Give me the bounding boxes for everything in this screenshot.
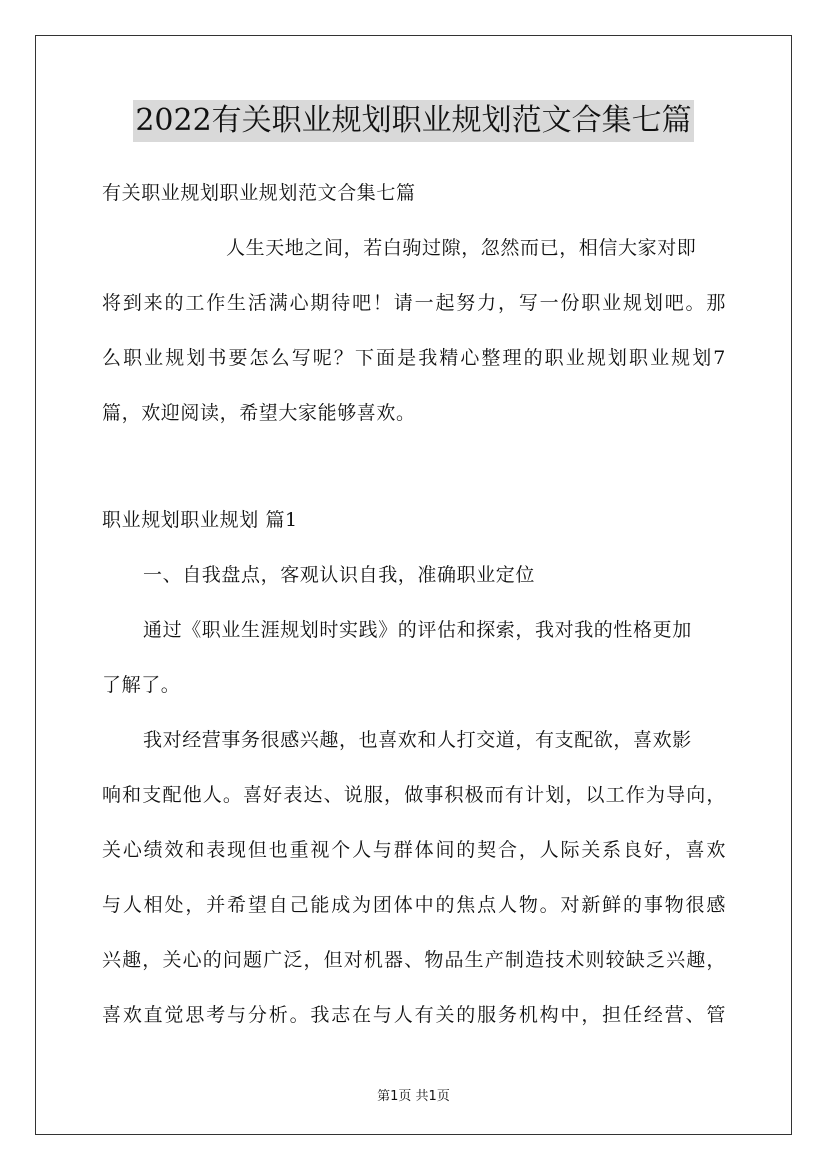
point-heading: 一、自我盘点，客观认识自我，准确职业定位 xyxy=(143,564,536,586)
intro-line-1: 人生天地之间，若白驹过隙，忽然而已，相信大家对即 xyxy=(226,237,697,259)
para1-line-1: 通过《职业生涯规划时实践》的评估和探索，我对我的性格更加 xyxy=(143,619,692,641)
section-heading: 职业规划职业规划 篇1 xyxy=(102,509,298,531)
para2-line-1: 我对经营事务很感兴趣，也喜欢和人打交道，有支配欲，喜欢影 xyxy=(143,729,692,751)
page-footer: 第1页 共1页 xyxy=(377,1089,450,1104)
intro-line-4: 篇，欢迎阅读，希望大家能够喜欢。 xyxy=(102,402,416,424)
subtitle: 有关职业规划职业规划范文合集七篇 xyxy=(102,182,416,204)
intro-line-3: 么职业规划书要怎么写呢？下面是我精心整理的职业规划职业规划7 xyxy=(102,347,726,369)
para2-line-6: 喜欢直觉思考与分析。我志在与人有关的服务机构中，担任经营、管 xyxy=(102,1004,726,1026)
intro-line-2: 将到来的工作生活满心期待吧！请一起努力，写一份职业规划吧。那 xyxy=(102,292,726,314)
para2-line-3: 关心绩效和表现但也重视个人与群体间的契合，人际关系良好，喜欢 xyxy=(102,839,726,861)
para2-line-2: 响和支配他人。喜好表达、说服，做事积极而有计划，以工作为导向， xyxy=(102,784,726,806)
document-title xyxy=(0,100,827,142)
para2-line-5: 兴趣，关心的问题广泛，但对机器、物品生产制造技术则较缺乏兴趣， xyxy=(102,949,726,971)
para2-line-4: 与人相处，并希望自己能成为团体中的焦点人物。对新鲜的事物很感 xyxy=(102,894,726,916)
document-title-text: 2022有关职业规划职业规划范文合集七篇 xyxy=(133,100,693,142)
para1-line-2: 了解了。 xyxy=(102,674,181,696)
